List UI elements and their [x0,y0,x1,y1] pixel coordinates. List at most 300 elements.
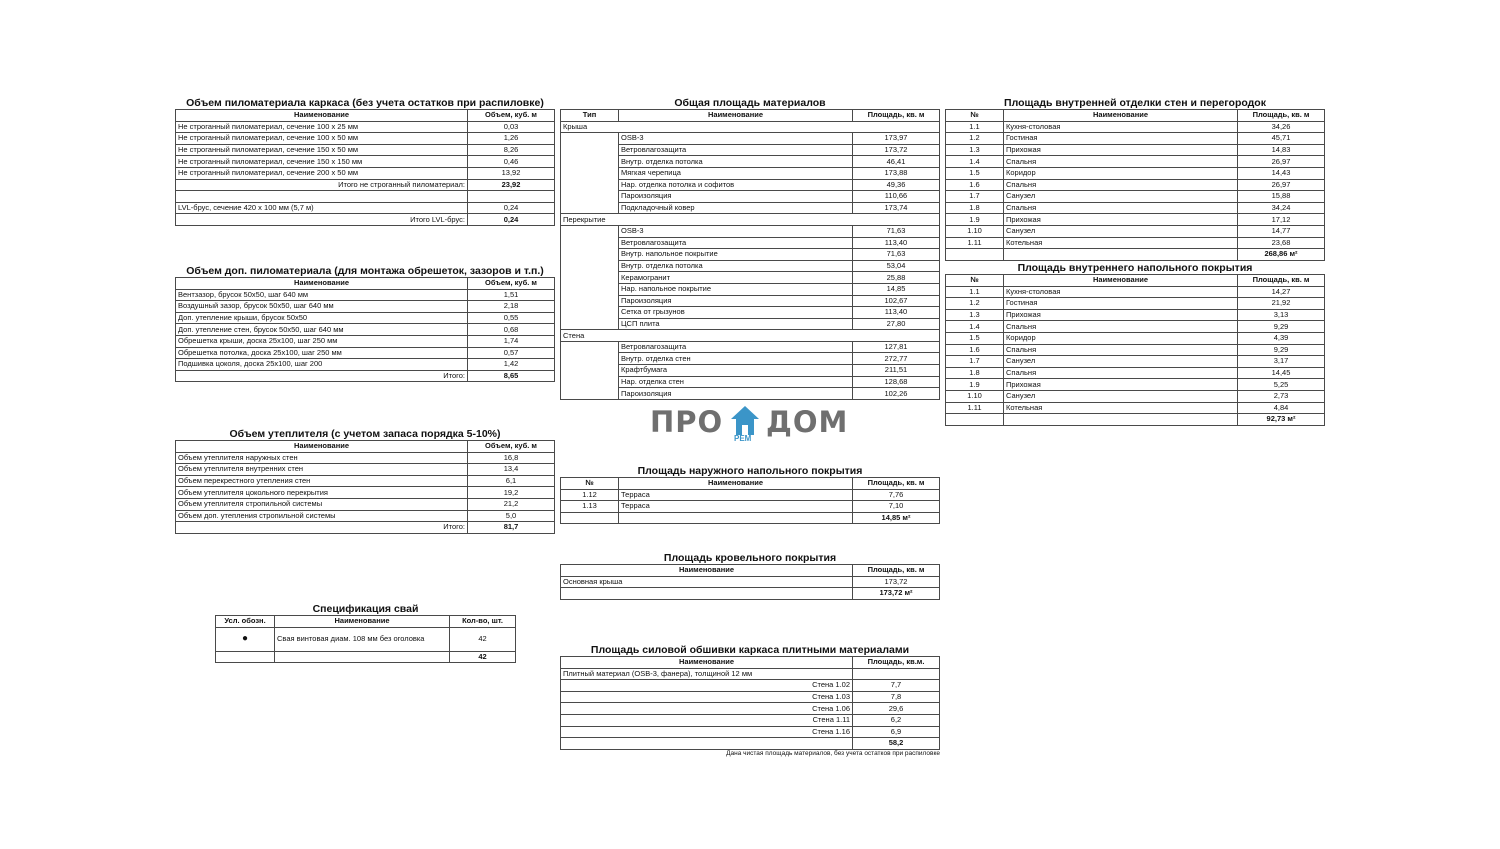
table-cell: Свая винтовая диам. 108 мм без оголовка [275,627,450,651]
floor-finish-block [945,262,1325,426]
lumber-extra-table [175,277,555,382]
table-cell: 1.7 [946,356,1004,368]
table-cell [275,651,450,663]
table-row [176,202,555,214]
table-cell: 1.2 [946,298,1004,310]
table-row [946,367,1325,379]
table-cell: Стена 1.11 [561,714,853,726]
total-value: 92,73 м² [1238,414,1325,426]
table-cell: Внутр. отделка стен [619,353,853,365]
table-cell: 26,97 [1238,179,1325,191]
table-row [561,133,940,145]
table-row [946,191,1325,203]
table-cell: 2,18 [468,301,555,313]
column-header: № [561,478,619,490]
table-cell: 53,04 [853,260,940,272]
table-cell: 0,24 [468,202,555,214]
table-row [176,359,555,371]
total-value: 23,92 [468,179,555,191]
column-header: Наименование [275,616,450,628]
table-row [176,475,555,487]
table-cell: Прихожая [1004,214,1238,226]
table-row [176,144,555,156]
logo-sub-text: РЕМ [734,434,752,443]
column-header: Наименование [619,110,853,122]
sheathing-note: Дана чистая площадь материалов, без учета остатков при распиловке [726,749,940,757]
table-cell: 14,27 [1238,286,1325,298]
column-header: Объем, куб. м [468,441,555,453]
table-cell: Вентзазор, брусок 50х50, шаг 640 мм [176,289,468,301]
floor-finish-table [945,274,1325,426]
table-cell: 71,63 [853,249,940,261]
material-type-cell [561,225,619,329]
table-cell [853,668,940,680]
table-cell: Обрешетка крыши, доска 25х100, шаг 250 мм [176,335,468,347]
materials-block [560,97,940,400]
table-cell: 1.11 [946,237,1004,249]
table-row [176,214,555,226]
table-cell: Спальня [1004,321,1238,333]
table-cell: 19,2 [468,487,555,499]
column-header: Наименование [1004,110,1238,122]
material-type-cell [561,341,619,399]
table-cell: Внутр. отделка потолка [619,156,853,168]
table-cell: 15,88 [1238,191,1325,203]
table-cell: Санузел [1004,390,1238,402]
insulation-block [175,428,555,534]
table-cell: 1.8 [946,202,1004,214]
table-cell: 9,29 [1238,321,1325,333]
roofing-table [560,564,940,600]
table-cell: 1.8 [946,367,1004,379]
table-row [561,738,940,750]
table-row [176,464,555,476]
table-cell: 71,63 [853,225,940,237]
roofing-block [560,552,940,600]
column-header: Площадь, кв. м [853,110,940,122]
table-cell: Спальня [1004,179,1238,191]
outdoor-floor-table [560,477,940,524]
table-row [176,522,555,534]
table-cell: Санузел [1004,225,1238,237]
table-cell: 128,68 [853,376,940,388]
table-cell: 7,7 [853,680,940,692]
insulation-table [175,440,555,534]
table-cell: Стена 1.06 [561,703,853,715]
table-row [946,167,1325,179]
table-row [176,289,555,301]
table-cell: 1.2 [946,133,1004,145]
table-cell: 13,92 [468,167,555,179]
column-header: Площадь, кв.м. [853,657,940,669]
total-value: 14,85 м² [853,512,940,524]
table-cell: 1.10 [946,390,1004,402]
outdoor-floor-block [560,465,940,524]
table-row [561,588,940,600]
table-cell: 1,26 [468,133,555,145]
table-cell: 127,81 [853,341,940,353]
table-cell: 9,29 [1238,344,1325,356]
sheathing-title: Площадь силовой обшивки каркаса плитными материалами [590,644,910,656]
table-cell: 173,72 [853,144,940,156]
table-cell: 113,40 [853,307,940,319]
lumber-extra-block [175,265,555,382]
table-row [946,309,1325,321]
table-cell: Прихожая [1004,144,1238,156]
wall-finish-block [945,97,1325,261]
table-row [946,202,1325,214]
total-value: 81,7 [468,522,555,534]
table-cell: Объем утеплителя цокольного перекрытия [176,487,468,499]
table-cell: 0,55 [468,312,555,324]
table-cell: Прихожая [1004,309,1238,321]
table-cell: 14,43 [1238,167,1325,179]
table-cell: 1.4 [946,321,1004,333]
piles-total: 42 [450,651,516,663]
table-row [946,121,1325,133]
column-header: № [946,275,1004,287]
total-label: Итого: [176,370,468,382]
table-row [176,370,555,382]
table-cell: Спальня [1004,202,1238,214]
table-cell [468,191,555,203]
table-cell: 21,92 [1238,298,1325,310]
table-row [946,332,1325,344]
table-cell: Нар. отделка стен [619,376,853,388]
table-cell: 6,2 [853,714,940,726]
table-cell: 0,46 [468,156,555,168]
table-cell: 14,77 [1238,225,1325,237]
table-cell: 3,13 [1238,309,1325,321]
table-cell: Ветровлагозащита [619,237,853,249]
table-row [946,286,1325,298]
table-row [176,487,555,499]
table-row [561,726,940,738]
table-cell: 1,51 [468,289,555,301]
table-row [176,510,555,522]
table-cell [619,512,853,524]
table-cell: 45,71 [1238,133,1325,145]
table-row [561,214,940,226]
table-cell: 5,25 [1238,379,1325,391]
table-cell: Не строганный пиломатериал, сечение 100 х 50 мм [176,133,468,145]
table-row [176,179,555,191]
table-row [946,237,1325,249]
table-cell: Доп. утепление стен, брусок 50х50, шаг 640 мм [176,324,468,336]
table-row [561,668,940,680]
table-cell: 14,85 [853,283,940,295]
piles-table [215,615,516,663]
sheathing-table [560,656,940,750]
table-cell: 2,73 [1238,390,1325,402]
table-cell: Пароизоляция [619,191,853,203]
table-cell: 113,40 [853,237,940,249]
table-cell: 7,76 [853,489,940,501]
table-row [946,298,1325,310]
table-cell: Объем утеплителя внутренних стен [176,464,468,476]
table-cell: Терраса [619,489,853,501]
table-row [561,341,940,353]
table-row [561,121,940,133]
table-cell: 27,80 [853,318,940,330]
table-cell: 173,97 [853,133,940,145]
table-cell: 102,26 [853,388,940,400]
table-cell: 173,72 [853,576,940,588]
table-cell: Пароизоляция [619,388,853,400]
total-value: 173,72 м² [853,588,940,600]
table-cell: 0,68 [468,324,555,336]
column-header: Наименование [1004,275,1238,287]
lumber-frame-title: Объем пиломатериала каркаса (без учета остатков при распиловке) [186,97,544,109]
insulation-title: Объем утеплителя (с учетом запаса порядка 5-10%) [229,428,501,440]
lumber-frame-table [175,109,555,226]
table-row [561,330,940,342]
material-type-label: Перекрытие [561,214,940,226]
total-label: Итого не строганный пиломатериал: [176,179,468,191]
table-row [946,414,1325,426]
wall-finish-table [945,109,1325,261]
table-row [946,144,1325,156]
total-value: 0,24 [468,214,555,226]
table-cell: Кухня-столовая [1004,286,1238,298]
table-cell: Санузел [1004,191,1238,203]
table-cell: 16,8 [468,452,555,464]
table-cell: Нар. отделка потолка и софитов [619,179,853,191]
roofing-title: Площадь кровельного покрытия [663,552,837,564]
table-cell: Обрешетка потолка, доска 25х100, шаг 250 мм [176,347,468,359]
material-type-label: Крыша [561,121,940,133]
table-cell: 23,68 [1238,237,1325,249]
table-row [946,225,1325,237]
table-cell: Не строганный пиломатериал, сечение 100 х 25 мм [176,121,468,133]
logo [650,404,850,444]
column-header: Площадь, кв. м [853,478,940,490]
table-cell: 1,42 [468,359,555,371]
table-cell: Нар. напольное покрытие [619,283,853,295]
table-cell [1004,249,1238,261]
table-cell: Внутр. отделка потолка [619,260,853,272]
table-cell: 1,74 [468,335,555,347]
table-cell: 3,17 [1238,356,1325,368]
table-cell: Терраса [619,501,853,513]
table-cell: Доп. утепление крыши, брусок 50х50 [176,312,468,324]
outdoor-floor-title: Площадь наружного напольного покрытия [637,465,863,477]
table-row [946,133,1325,145]
table-row [176,167,555,179]
table-cell: 14,45 [1238,367,1325,379]
table-cell: 4,84 [1238,402,1325,414]
table-cell: 1.7 [946,191,1004,203]
table-cell: 102,67 [853,295,940,307]
table-cell: 4,39 [1238,332,1325,344]
table-cell: 110,66 [853,191,940,203]
column-header: Кол-во, шт. [450,616,516,628]
table-cell: Котельная [1004,402,1238,414]
table-cell: Прихожая [1004,379,1238,391]
table-cell: Объем утеплителя стропильной системы [176,498,468,510]
table-cell: Основная крыша [561,576,853,588]
column-header: Наименование [561,657,853,669]
table-cell: Спальня [1004,367,1238,379]
piles-title: Спецификация свай [312,603,419,615]
table-cell: 173,88 [853,167,940,179]
table-cell: 1.3 [946,309,1004,321]
table-row [946,179,1325,191]
table-row [216,627,516,651]
table-cell: 7,10 [853,501,940,513]
table-cell: Пароизоляция [619,295,853,307]
table-row [561,501,940,513]
table-cell: Объем перекрестного утепления стен [176,475,468,487]
table-row [176,324,555,336]
table-cell: 26,97 [1238,156,1325,168]
table-row [946,156,1325,168]
table-cell [946,414,1004,426]
table-cell: 1.13 [561,501,619,513]
table-cell: Коридор [1004,332,1238,344]
table-cell: Не строганный пиломатериал, сечение 150 х 50 мм [176,144,468,156]
table-cell [1004,414,1238,426]
table-cell [176,191,468,203]
table-row [946,214,1325,226]
table-cell: 49,36 [853,179,940,191]
table-cell: Стена 1.02 [561,680,853,692]
total-value: 268,86 м² [1238,249,1325,261]
table-cell: Гостиная [1004,298,1238,310]
table-cell: Подшивка цоколя, доска 25х100, шаг 200 [176,359,468,371]
table-row [561,703,940,715]
table-cell: 211,51 [853,365,940,377]
table-row [176,121,555,133]
house-icon [728,404,762,438]
table-row [176,301,555,313]
table-cell: Керамогранит [619,272,853,284]
table-cell: Мягкая черепица [619,167,853,179]
column-header: Объем, куб. м [468,110,555,122]
table-row [561,489,940,501]
wall-finish-title: Площадь внутренней отделки стен и перегородок [1004,97,1266,109]
table-cell: 42 [450,627,516,651]
table-cell: 6,9 [853,726,940,738]
table-cell [946,249,1004,261]
logo-left-text: ПРО [650,405,724,439]
column-header: Наименование [176,278,468,290]
table-row [176,498,555,510]
column-header: Наименование [561,565,853,577]
table-row [176,312,555,324]
material-type-cell [561,133,619,214]
table-cell [216,651,275,663]
table-cell: OSB-3 [619,225,853,237]
table-cell: 21,2 [468,498,555,510]
table-row [946,321,1325,333]
table-cell: 1.6 [946,344,1004,356]
table-cell: Спальня [1004,344,1238,356]
table-row [176,191,555,203]
total-value: 8,65 [468,370,555,382]
table-cell: 25,88 [853,272,940,284]
table-row [216,651,516,663]
table-row [946,356,1325,368]
sheathing-block [560,644,940,757]
table-cell: 1.5 [946,332,1004,344]
table-cell: Не строганный пиломатериал, сечение 150 х 150 мм [176,156,468,168]
table-row [946,249,1325,261]
table-cell: Стена 1.16 [561,726,853,738]
material-label: Плитный материал (OSB-3, фанера), толщиной 12 мм [561,668,853,680]
table-cell: 272,77 [853,353,940,365]
table-row [176,335,555,347]
column-header: Объем, куб. м [468,278,555,290]
table-row [946,344,1325,356]
table-cell: 29,6 [853,703,940,715]
table-cell: 1.1 [946,286,1004,298]
table-cell: 34,24 [1238,202,1325,214]
table-cell: Не строганный пиломатериал, сечение 200 х 50 мм [176,167,468,179]
column-header: Площадь, кв. м [1238,275,1325,287]
column-header: Усл. обозн. [216,616,275,628]
column-header: № [946,110,1004,122]
table-row [946,390,1325,402]
table-cell: 173,74 [853,202,940,214]
table-row [176,133,555,145]
column-header: Наименование [176,110,468,122]
table-row [176,156,555,168]
table-row [561,512,940,524]
table-row [561,576,940,588]
table-cell: Объем утеплителя наружных стен [176,452,468,464]
materials-title: Общая площадь материалов [674,97,826,109]
table-cell: 1.4 [946,156,1004,168]
materials-table [560,109,940,400]
piles-block [215,603,516,663]
table-cell: 6,1 [468,475,555,487]
table-row [561,680,940,692]
table-cell: 7,8 [853,691,940,703]
table-row [176,347,555,359]
table-cell: 13,4 [468,464,555,476]
table-cell: Котельная [1004,237,1238,249]
table-cell [561,738,853,750]
table-cell: Сетка от грызунов [619,307,853,319]
table-cell: LVL-брус, сечение 420 х 100 мм (5,7 м) [176,202,468,214]
column-header: Наименование [176,441,468,453]
table-cell: 1.9 [946,214,1004,226]
table-cell: 8,26 [468,144,555,156]
table-cell [561,588,853,600]
table-row [946,379,1325,391]
logo-right-text: ДОМ [766,405,849,439]
pile-symbol-icon: ● [216,627,275,651]
material-type-label: Стена [561,330,940,342]
table-cell: 17,12 [1238,214,1325,226]
table-cell: ЦСП плита [619,318,853,330]
column-header: Площадь, кв. м [853,565,940,577]
table-cell: 1.1 [946,121,1004,133]
table-cell: Гостиная [1004,133,1238,145]
table-cell: Стена 1.03 [561,691,853,703]
table-cell: Внутр. напольное покрытие [619,249,853,261]
table-cell: Коридор [1004,167,1238,179]
table-cell: 1.6 [946,179,1004,191]
table-row [561,225,940,237]
table-cell: Ветровлагозащита [619,144,853,156]
table-row [561,691,940,703]
total-label: Итого LVL-брус: [176,214,468,226]
table-cell: 0,57 [468,347,555,359]
table-cell: 1.5 [946,167,1004,179]
table-cell: Ветровлагозащита [619,341,853,353]
